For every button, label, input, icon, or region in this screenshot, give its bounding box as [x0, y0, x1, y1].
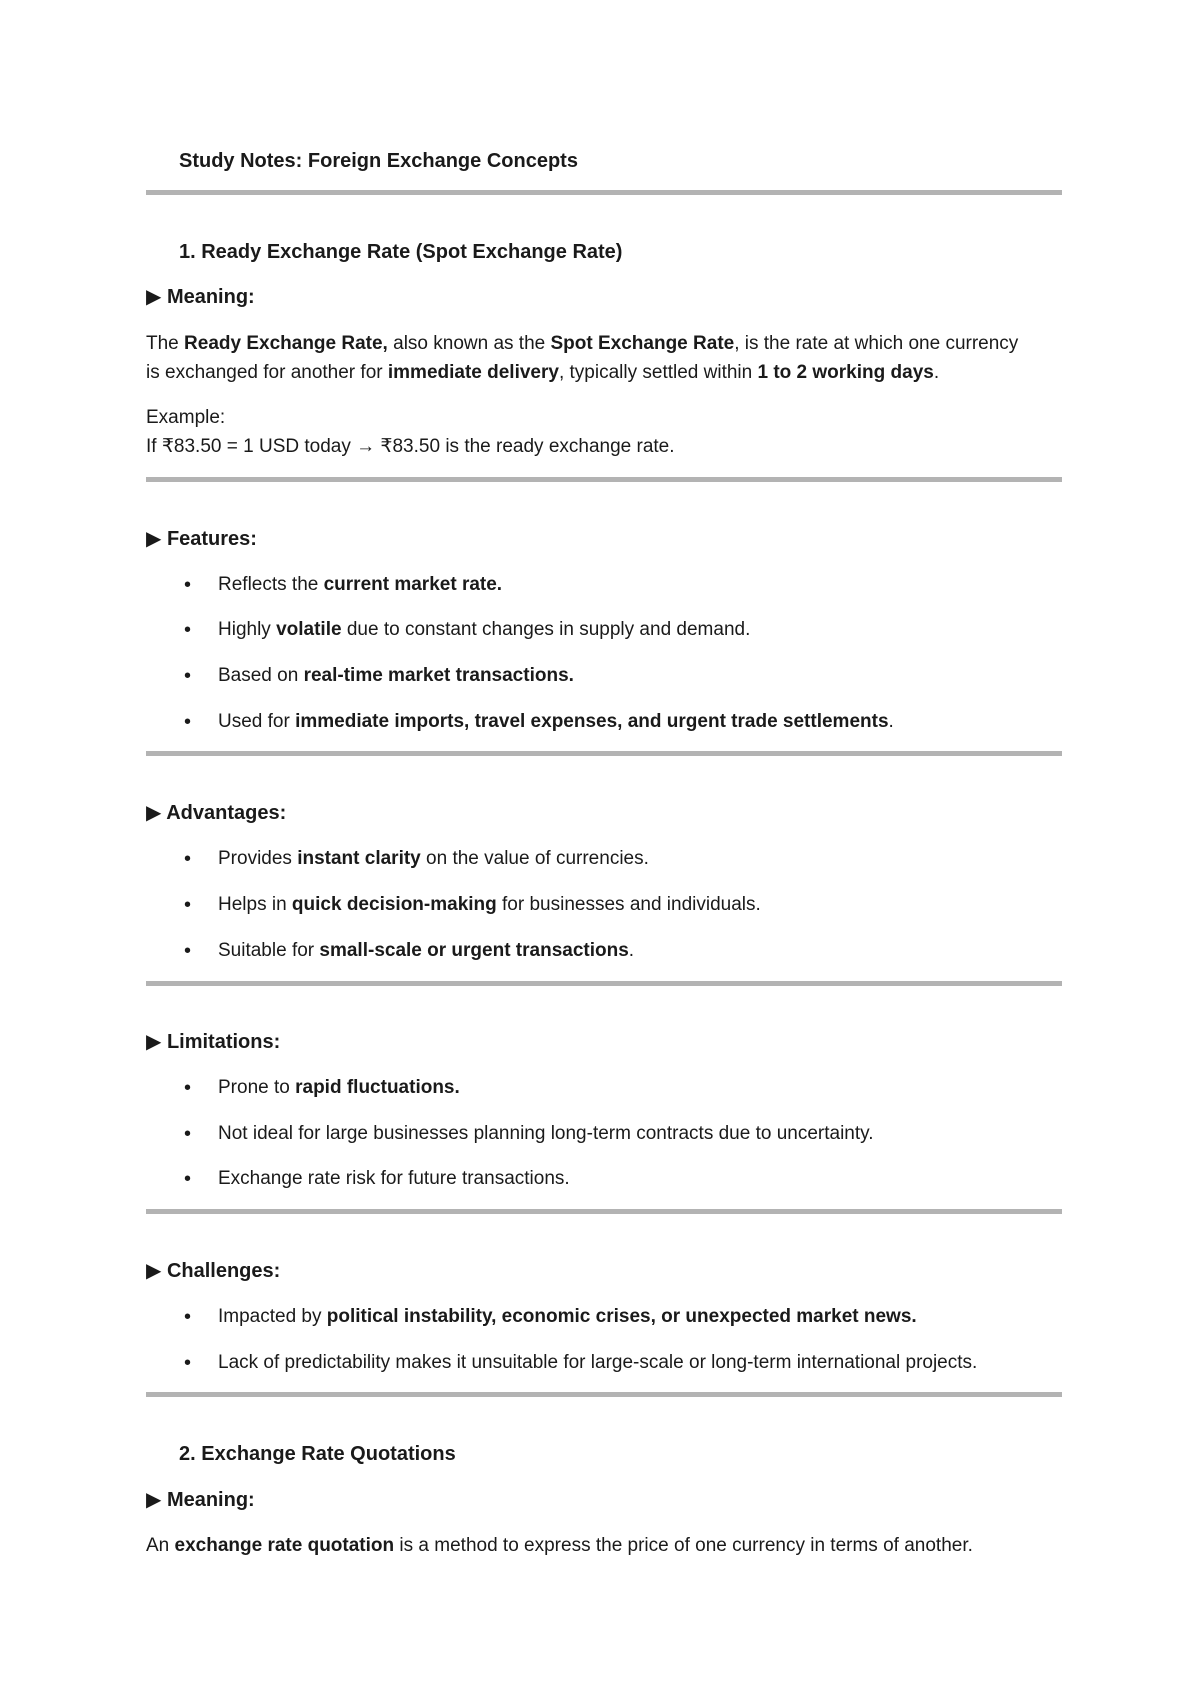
divider: [146, 751, 1062, 756]
text-run: Based on: [218, 665, 304, 686]
text-run: .: [888, 711, 894, 732]
bold-text-run: instant clarity: [297, 848, 421, 869]
meaning-paragraph-line: [146, 1534, 973, 1558]
limitations-heading: ▶ Limitations:: [146, 1031, 281, 1053]
list-item: [218, 1351, 977, 1375]
bold-text-run: current market rate.: [323, 574, 503, 595]
list-item: [218, 1122, 874, 1146]
text-run: .: [933, 362, 940, 383]
bold-text-run: volatile: [276, 619, 342, 640]
text-run: is a method to express the price of one currency in terms of another.: [394, 1535, 973, 1556]
challenges-heading: ▶ Challenges:: [146, 1260, 281, 1282]
bold-text-run: 1 to 2 working days: [757, 362, 934, 383]
bold-text-run: real-time market transactions.: [303, 665, 574, 686]
list-item: [218, 1076, 460, 1100]
list-item: [218, 618, 750, 642]
text-run: Highly: [218, 619, 277, 640]
list-item: [218, 847, 649, 871]
document-title: Study Notes: Foreign Exchange Concepts: [179, 150, 578, 172]
text-run: Impacted by: [218, 1306, 327, 1327]
text-run: Exchange rate risk for future transactions.: [218, 1168, 570, 1189]
list-item: [218, 664, 574, 688]
divider: [146, 190, 1062, 195]
text-run: The: [146, 333, 185, 354]
section-title: 1. Ready Exchange Rate (Spot Exchange Rate): [179, 241, 623, 263]
text-run: .: [628, 940, 635, 961]
text-run: Lack of predictability makes it unsuitable for large-scale or long-term international projects.: [218, 1352, 978, 1373]
list-item: [218, 1167, 570, 1191]
text-run: Provides: [218, 848, 298, 869]
divider: [146, 477, 1062, 482]
meaning-paragraph-line: [146, 361, 939, 385]
example-text: If ₹83.50 = 1 USD today → ₹83.50 is the ready exchange rate.: [146, 436, 675, 457]
text-run: Used for: [218, 711, 296, 732]
features-heading: ▶ Features:: [146, 528, 257, 550]
list-item: [218, 573, 502, 597]
text-run: Not ideal for large businesses planning long-term contracts due to uncertainty.: [218, 1123, 874, 1144]
text-run: , typically settled within: [558, 362, 758, 383]
bold-text-run: exchange rate quotation: [174, 1535, 395, 1556]
text-run: due to constant changes in supply and demand.: [341, 619, 751, 640]
text-run: An: [146, 1535, 175, 1556]
list-item: [218, 1305, 917, 1329]
meaning-heading: ▶ Meaning:: [146, 286, 255, 308]
section-title: 2. Exchange Rate Quotations: [179, 1443, 456, 1465]
divider: [146, 981, 1062, 986]
advantages-heading: ▶ Advantages:: [146, 802, 287, 824]
bold-text-run: political instability, economic crises, or unexpected market news.: [326, 1306, 917, 1327]
text-run: is exchanged for another for: [146, 362, 388, 383]
list-item: [218, 710, 894, 734]
example-label: Example:: [146, 407, 226, 428]
text-run: Suitable for: [218, 940, 320, 961]
divider: [146, 1392, 1062, 1397]
meaning-paragraph-line: [146, 332, 1018, 356]
bold-text-run: Ready Exchange Rate,: [184, 333, 388, 354]
text-run: on the value of currencies.: [420, 848, 649, 869]
meaning-heading: ▶ Meaning:: [146, 1489, 255, 1511]
bold-text-run: immediate delivery: [387, 362, 559, 383]
divider: [146, 1209, 1062, 1214]
bold-text-run: quick decision-making: [291, 894, 497, 915]
bold-text-run: rapid fluctuations.: [295, 1077, 460, 1098]
bold-text-run: immediate imports, travel expenses, and urgent trade settlements: [295, 711, 889, 732]
text-run: , is the rate at which one currency: [734, 333, 1019, 354]
list-item: [218, 893, 761, 917]
text-run: also known as the: [387, 333, 551, 354]
text-run: Reflects the: [218, 574, 324, 595]
bold-text-run: Spot Exchange Rate: [550, 333, 735, 354]
list-item: [218, 939, 634, 963]
text-run: for businesses and individuals.: [496, 894, 761, 915]
text-run: Prone to: [218, 1077, 296, 1098]
bold-text-run: small-scale or urgent transactions: [319, 940, 629, 961]
text-run: Helps in: [218, 894, 292, 915]
